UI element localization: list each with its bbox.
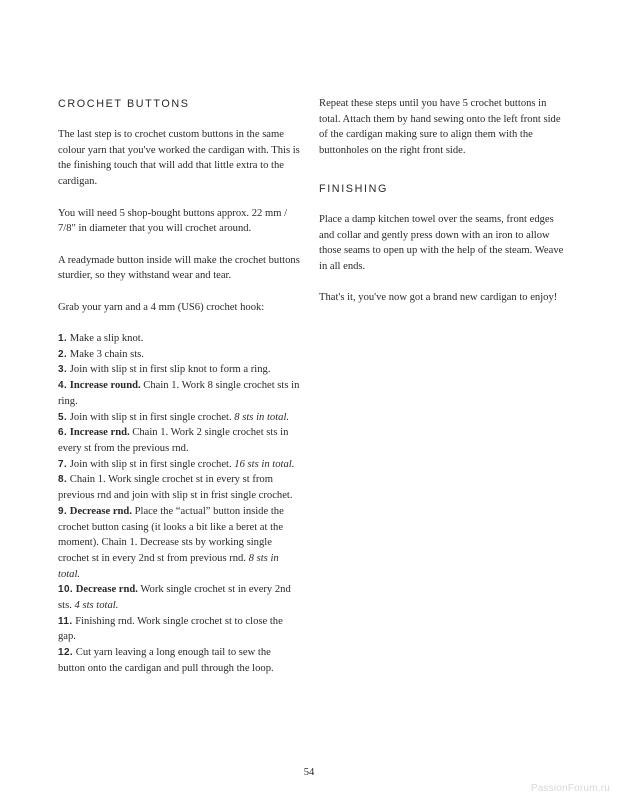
finishing-heading: FINISHING — [319, 182, 388, 195]
crochet-step — [58, 614, 300, 645]
step-text: Chain 1. Work single crochet st in every st from previous rnd and join with slip st in frist single crochet. — [58, 474, 293, 502]
crochet-step — [58, 362, 300, 378]
step-text: Place the “actual” button inside the crochet button casing (it looks a bit like a beret at the moment). Chain 1. Decrease sts by working single crochet st in every 2nd st from previous rnd. — [58, 505, 284, 564]
step-text: Join with slip st in first single crochet. — [69, 411, 232, 423]
buttons-needed-paragraph: You will need 5 shop-bought buttons approx. 22 mm / 7/8" in diameter that you will crochet around. — [58, 207, 288, 235]
step-number: 11. — [58, 615, 73, 627]
step-text: Cut yarn leaving a long enough tail to sew the button onto the cardigan and pull through the loop. — [58, 647, 274, 674]
repeat-steps-paragraph: Repeat these steps until you have 5 crochet buttons in total. Attach them by hand sewing onto the left front side of the cardigan making sure to align them with the buttonholes on the right front side. — [319, 98, 561, 157]
step-number: 2. — [58, 348, 68, 360]
step-number: 3. — [58, 364, 68, 376]
step-stitch-count: 8 sts in total. — [234, 411, 290, 423]
watermark: PassionForum.ru — [530, 783, 610, 794]
crochet-step — [58, 457, 300, 473]
pressing-paragraph: Place a damp kitchen towel over the seams, front edges and collar and gently press down with an iron to allow those seams to open up with the help of the steam. Weave in all ends. — [319, 213, 564, 272]
step-text: Work single crochet st in every 2nd sts. — [58, 584, 291, 612]
crochet-step — [58, 378, 300, 409]
step-number: 4. — [58, 380, 68, 392]
intro-paragraph: The last step is to crochet custom buttons in the same colour yarn that you've worked the cardigan with. This is the finishing touch that will add that little extra to the cardigan. — [58, 129, 300, 188]
step-number: 8. — [58, 474, 68, 486]
step-label: Decrease rnd. — [69, 505, 132, 517]
step-number: 9. — [58, 505, 68, 517]
step-stitch-count: 8 sts in total. — [58, 552, 279, 580]
step-label: Increase round. — [69, 380, 141, 392]
closing-paragraph: That's it, you've now got a brand new cardigan to enjoy! — [319, 292, 558, 304]
crochet-step — [58, 347, 300, 363]
crochet-step — [58, 504, 300, 583]
right-column — [319, 96, 567, 322]
step-text: Chain 1. Work 8 single crochet sts in ring. — [58, 380, 300, 407]
step-stitch-count: 16 sts in total. — [234, 458, 295, 470]
step-text: Join with slip st in first single crochet. — [69, 458, 232, 470]
step-number: 12. — [58, 647, 74, 659]
step-text: Chain 1. Work 2 single crochet sts in every st from the previous rnd. — [58, 427, 289, 454]
step-text: Make 3 chain sts. — [69, 348, 144, 360]
step-label: Decrease rnd. — [75, 584, 138, 596]
crochet-step — [58, 582, 300, 613]
readymade-button-paragraph: A readymade button inside will make the crochet buttons sturdier, so they withstand wear and tear. — [58, 254, 300, 282]
grab-yarn-paragraph: Grab your yarn and a 4 mm (US6) crochet hook: — [58, 301, 265, 313]
step-text: Finishing rnd. Work single crochet st to close the gap. — [58, 615, 283, 643]
crochet-step — [58, 645, 300, 676]
step-number: 10. — [58, 584, 74, 596]
page-number: 54 — [303, 767, 315, 778]
step-number: 7. — [58, 458, 68, 470]
step-text: Make a slip knot. — [69, 333, 144, 345]
crochet-step — [58, 331, 300, 347]
step-number: 1. — [58, 333, 68, 345]
crochet-steps-list — [58, 331, 300, 676]
crochet-step — [58, 472, 300, 503]
step-number: 5. — [58, 411, 68, 423]
step-label: Increase rnd. — [69, 427, 130, 439]
left-column — [58, 96, 300, 677]
step-stitch-count: 4 sts total. — [74, 600, 119, 612]
crochet-buttons-heading: CROCHET BUTTONS — [58, 98, 190, 110]
step-text: Join with slip st in first slip knot to form a ring. — [69, 364, 271, 376]
crochet-step — [58, 425, 300, 456]
step-number: 6. — [58, 427, 68, 439]
crochet-step — [58, 410, 300, 426]
